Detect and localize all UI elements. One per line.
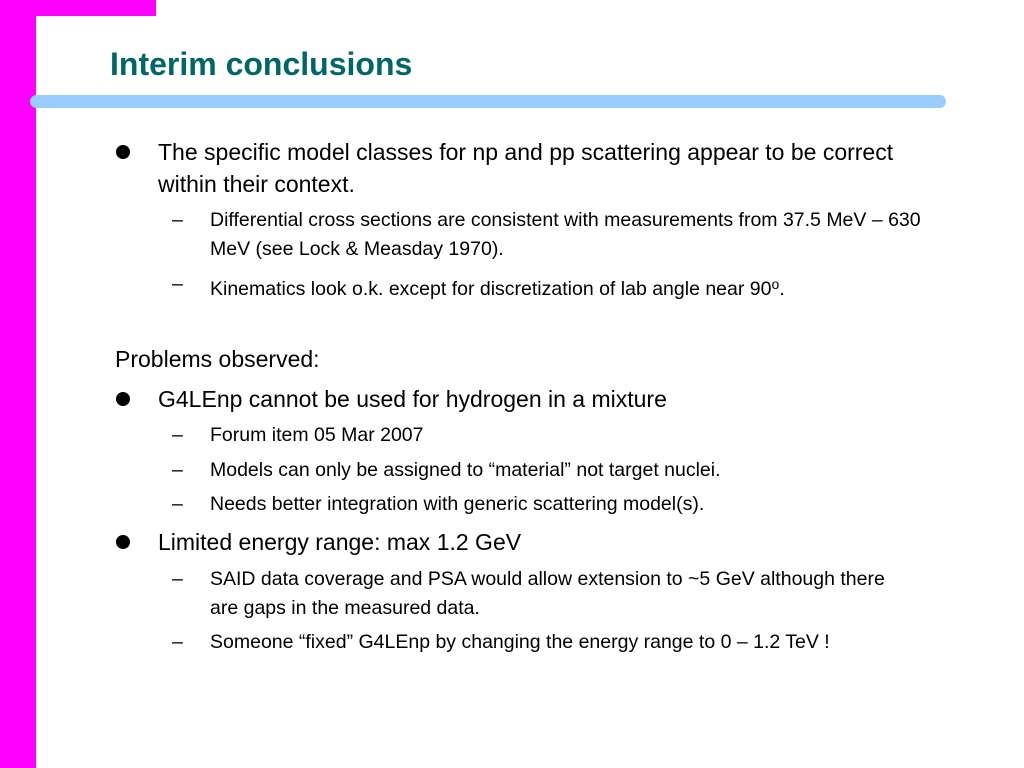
sub-bullet-dash: – xyxy=(172,273,183,295)
sub-bullet-dash: – xyxy=(172,424,183,446)
sub-bullet-text: Models can only be assigned to “material” not target nuclei. xyxy=(210,459,721,481)
bullet-dot xyxy=(116,145,130,159)
sub-bullet-text: Someone “fixed” G4LEnp by changing the energy range to 0 – 1.2 TeV ! xyxy=(210,631,830,653)
sub-bullet-text xyxy=(210,270,930,304)
slide-title: Interim conclusions xyxy=(110,46,413,82)
bullet-text: G4LEnp cannot be used for hydrogen in a mixture xyxy=(158,386,667,412)
sub-bullet-dash: – xyxy=(172,459,183,481)
sub-bullet-dash: – xyxy=(172,631,183,653)
kinematics-text: Kinematics look o.k. except for discretization of lab angle near 90 xyxy=(210,278,772,300)
degree-symbol: o xyxy=(771,276,780,292)
sub-bullet-text: Needs better integration with generic scattering model(s). xyxy=(210,493,705,515)
bullet-text: The specific model classes for np and pp scattering appear to be correct within their context. xyxy=(158,139,894,197)
sub-bullet-dash: – xyxy=(172,568,183,590)
bullet-dot xyxy=(116,392,130,406)
bullet-dot xyxy=(116,535,130,549)
section-label: Problems observed: xyxy=(115,346,320,372)
kinematics-end: . xyxy=(779,278,785,300)
sub-bullet-dash: – xyxy=(172,493,183,515)
sub-bullet-text: Differential cross sections are consistent with measurements from 37.5 MeV – 630 MeV (see Lock & Measday 1970). xyxy=(210,209,921,260)
sub-bullet-text: Forum item 05 Mar 2007 xyxy=(210,424,424,446)
bullet-text: Limited energy range: max 1.2 GeV xyxy=(158,529,522,555)
sub-bullet-text: SAID data coverage and PSA would allow extension to ~5 GeV although there are gaps in the measured data. xyxy=(210,568,885,619)
sub-bullet-dash: – xyxy=(172,209,183,231)
